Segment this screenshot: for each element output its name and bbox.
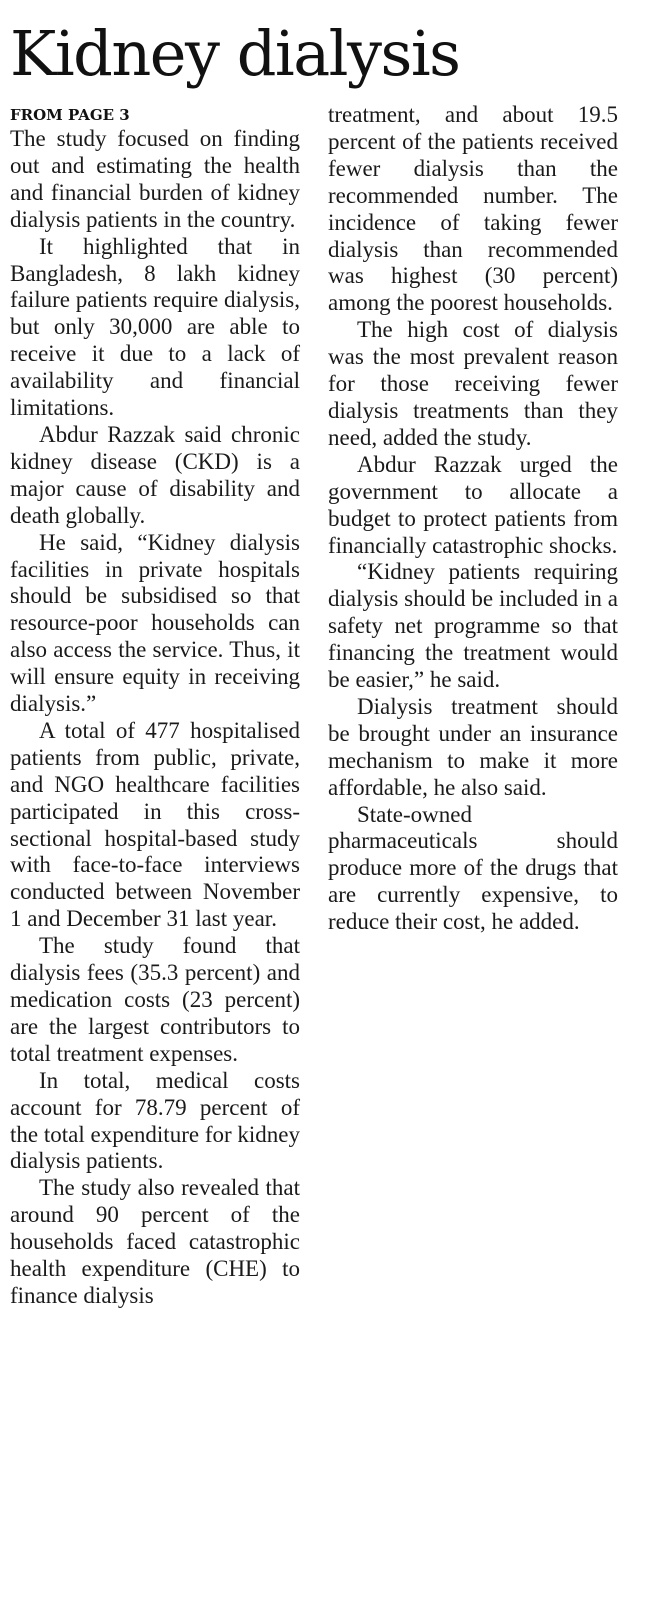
right-column	[328, 102, 618, 936]
paragraph: “Kidney patients requiring dialysis should be included in a safety net programme so that financing the treatment would be easier,” he said.	[328, 559, 618, 693]
kicker: FROM PAGE 3	[10, 106, 130, 124]
headline: Kidney dialysis	[10, 17, 460, 90]
paragraph: A total of 477 hospitalised patients from public, private, and NGO healthcare facilities participated in this cross-sectional hospital-based study with face-to-face interviews conducted between November 1 and December 31 last year.	[10, 717, 300, 932]
paragraph: The study focused on finding out and estimating the health and financial burden of kidney dialysis patients in the country.	[10, 126, 300, 232]
paragraph: It highlighted that in Bangladesh, 8 lakh kidney failure patients require dialysis, but only 30,000 are able to receive it due to a lack of availability and financial limitations.	[10, 233, 300, 421]
paragraph: Abdur Razzak urged the government to allocate a budget to protect patients from financially catastrophic shocks.	[328, 451, 618, 558]
paragraph: The study also revealed that around 90 percent of the households faced catastrophic health expenditure (CHE) to finance dialysis	[10, 1175, 300, 1308]
paragraph: The study found that dialysis fees (35.3 percent) and medication costs (23 percent) are the largest contributors to total treatment expenses.	[10, 933, 300, 1066]
paragraph: Abdur Razzak said chronic kidney disease (CKD) is a major cause of disability and death globally.	[10, 421, 300, 528]
paragraph: Dialysis treatment should be brought under an insurance mechanism to make it more affordable, he also said.	[328, 693, 618, 800]
paragraph: In total, medical costs account for 78.79 percent of the total expenditure for kidney dialysis patients.	[10, 1067, 300, 1174]
paragraph: State-owned pharmaceuticals should produce more of the drugs that are currently expensive, to reduce their cost, he added.	[328, 801, 618, 935]
left-column	[10, 104, 300, 1310]
paragraph: The high cost of dialysis was the most prevalent reason for those receiving fewer dialysis treatments than they need, added the study.	[328, 317, 618, 450]
paragraph: treatment, and about 19.5 percent of the patients received fewer dialysis than the recommended number. The incidence of taking fewer dialysis than recommended was highest (30 percent) among the poorest households.	[328, 102, 618, 316]
paragraph: He said, “Kidney dialysis facilities in private hospitals should be subsidised so that resource-poor households can also access the service. Thus, it will ensure equity in receiving dialysis.”	[10, 529, 300, 717]
